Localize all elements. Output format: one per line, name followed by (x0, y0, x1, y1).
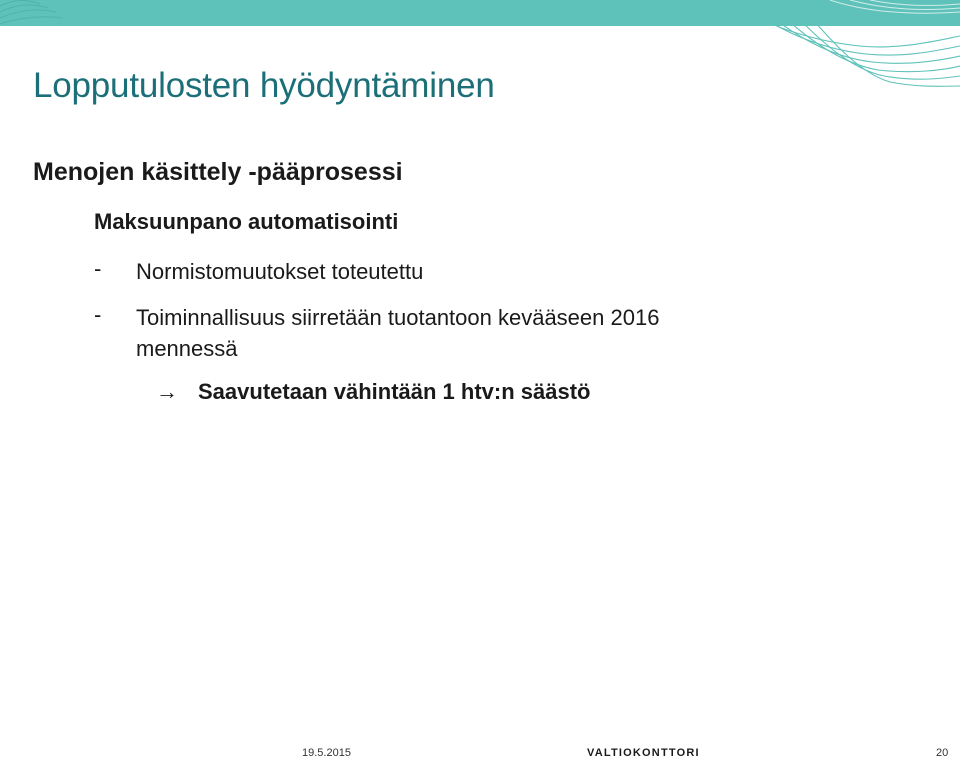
result-statement (156, 379, 590, 405)
right-arrow-icon: → (156, 379, 178, 404)
subsection-heading: Maksuunpano automatisointi (94, 209, 399, 234)
page-number: 20 (936, 747, 949, 759)
bullet-text-line2: mennessä (136, 336, 238, 361)
valtiokonttori-logo: VALTIOKONTTORI (587, 747, 700, 759)
footer-date: 19.5.2015 (302, 747, 351, 759)
result-text: Saavutetaan vähintään 1 htv:n säästö (198, 379, 591, 404)
slide-title: Lopputulosten hyödyntäminen (33, 66, 495, 105)
bullet-text-line1: Toiminnallisuus siirretään tuotantoon kevääseen 2016 (136, 305, 660, 330)
section-heading: Menojen käsittely -pääprosessi (33, 158, 403, 186)
bullet-marker: - (94, 302, 102, 327)
bullet-marker: - (94, 256, 102, 281)
bullet-text (136, 302, 659, 364)
bullet-text: Normistomuutokset toteutettu (136, 259, 424, 284)
